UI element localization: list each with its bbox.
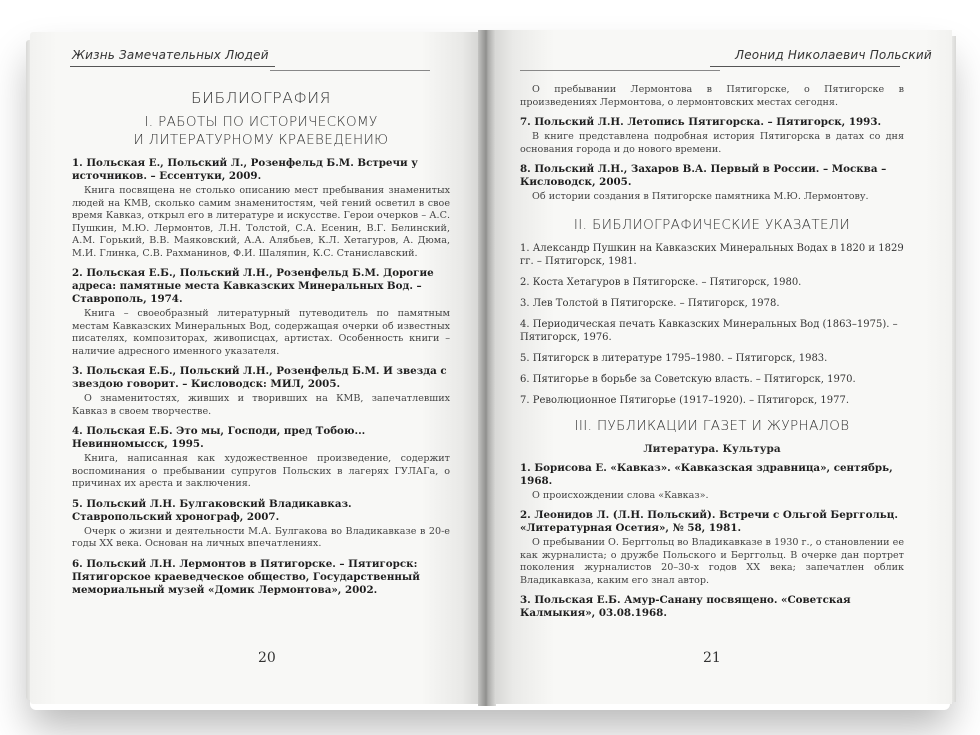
bibliography-entry [72, 267, 450, 358]
entry-title: 7. Польский Л.Н. Летопись Пятигорска. – Пятигорск, 1993. [520, 116, 882, 128]
publication-entry [520, 594, 904, 620]
entry-title: 5. Польский Л.Н. Булгаковский Владикавказ. Ставропольский хронограф, 2007. [72, 497, 352, 523]
section-2-heading: II. БИБЛИОГРАФИЧЕСКИЕ УКАЗАТЕЛИ [573, 216, 851, 233]
bibliography-list-item: 2. Коста Хетагуров в Пятигорске. – Пятигорск, 1980. [520, 276, 802, 288]
right-header-rule-secondary [520, 70, 720, 71]
entry-title: 1. Борисова Е. «Кавказ». «Кавказская здравница», сентябрь, 1968. [520, 461, 893, 487]
entry-title: 2. Леонидов Л. (Л.Н. Польский). Встречи с Ольгой Берггольц. «Литературная Осетия», № 58, 1981. [520, 509, 898, 534]
bibliography-entry [72, 365, 450, 418]
entry-description: Об истории создания в Пятигорске памятника М.Ю. Лермонтову. [532, 191, 869, 202]
entry-description: О происхождении слова «Кавказ». [532, 489, 709, 501]
left-running-head: Жизнь Замечательных Людей [72, 48, 269, 62]
entry-description: Книга посвящена не столько описанию мест пребывания знаменитых людей на КМВ, сколько самим знаменитостям, чей гений осветил в свое время Кавказ, открыл его в литературе и искусстве. Герои очерков – А.С. Пушкин, М.Ю. Лермонтов, Л.Н. Толстой, С.А. Есенин, В.Г. Белинский, А.М. Горький, В.В. Маяковский, А.А. Алябьев, К.Л. Хетагуров, А. Дюма, М.И. Глинка, С.В. Рахманинов, Ф.И. Шаляпин, К.С. Станиславский. [72, 185, 450, 259]
left-header-rule [70, 66, 275, 67]
section-1-line-1: I. РАБОТЫ ПО ИСТОРИЧЕСКОМУ [144, 114, 378, 130]
publication-entry [520, 509, 904, 587]
bibliography-list-item: 1. Александр Пушкин на Кавказских Минеральных Водах в 1820 и 1829 гг. – Пятигорск, 1981. [520, 242, 904, 267]
bibliography-entry [72, 425, 450, 491]
continued-description: О пребывании Лермонтова в Пятигорске, о Пятигорске в произведениях Лермонтова, о лермонтовских местах сегодня. [520, 84, 904, 108]
section-1-heading [72, 113, 450, 149]
entry-title: 2. Польская Е.Б., Польский Л.Н., Розенфельд Б.М. Дорогие адреса: памятные места Кавказских Минеральных Вод. – Ставрополь, 1974. [72, 267, 434, 305]
entry-title: 3. Польская Е.Б. Амур-Санану посвящено. «Советская Калмыкия», 03.08.1968. [520, 594, 851, 619]
bibliography-list-item: 3. Лев Толстой в Пятигорске. – Пятигорск, 1978. [520, 297, 780, 309]
entry-title: 6. Польский Л.Н. Лермонтов в Пятигорске. – Пятигорск: Пятигорское краеведческое общество, Государственный мемориальный музей «Домик Лермонтова», 2002. [72, 557, 420, 596]
right-header-rule [710, 66, 900, 67]
bibliography-list-item: 6. Пятигорье в борьбе за Советскую власть. – Пятигорск, 1970. [520, 373, 856, 385]
subsection-heading: Литература. Культура [643, 442, 781, 455]
bibliography-heading: БИБЛИОГРАФИЯ [190, 89, 332, 107]
publication-entry [520, 462, 904, 503]
bibliography-entry [520, 116, 904, 156]
entry-description: О пребывании О. Берггольц во Владикавказе в 1930 г., о становлении ее как журналиста; о дружбе Польского и Берггольц. В очерке дан портрет поколения журналистов 20–30-х годов XX века; запечатлен облик Владикавказа, каким его знал автор. [520, 537, 904, 586]
right-page-number: 21 [703, 650, 721, 666]
right-running-head: Леонид Николаевич Польский [735, 48, 932, 62]
entry-title: 4. Польская Е.Б. Это мы, Господи, пред Тобою... Невинномысск, 1995. [72, 425, 366, 450]
entry-title: 1. Польская Е., Польский Л., Розенфельд Б.М. Встречи у источников. – Ессентуки, 2009. [72, 157, 418, 182]
section-1-line-2: И ЛИТЕРАТУРНОМУ КРАЕВЕДЕНИЮ [133, 132, 389, 148]
bibliography-entry [72, 157, 450, 260]
left-page-number: 20 [258, 650, 276, 666]
bibliography-list-item: 5. Пятигорск в литературе 1795–1980. – Пятигорск, 1983. [520, 352, 828, 364]
bibliography-entry [72, 558, 450, 597]
section-3-heading: III. ПУБЛИКАЦИИ ГАЗЕТ И ЖУРНАЛОВ [574, 417, 850, 434]
book-gutter [478, 30, 496, 706]
entry-description: Очерк о жизни и деятельности М.А. Булгакова во Владикавказе в 20-е годы XX века. Основан на личных впечатлениях. [72, 525, 450, 549]
bibliography-list-item: 4. Периодическая печать Кавказских Минеральных Вод (1863–1975). – Пятигорск, 1976. [520, 318, 898, 343]
entry-description: Книга, написанная как художественное произведение, содержит воспоминания о пребывании супругов Польских в лагерях ГУЛАГа, о причинах их ареста и заключения. [72, 453, 450, 489]
entry-title: 8. Польский Л.Н., Захаров В.А. Первый в России. – Москва – Кисловодск, 2005. [520, 163, 887, 188]
left-page-content [72, 89, 450, 604]
left-header-rule-secondary [270, 70, 430, 71]
entry-description: Книга – своеобразный литературный путеводитель по памятным местам Кавказских Минеральных Вод, содержащая очерки об известных писателях, композиторах, живописцах, артистах. Особенность книги – наличие адресного именного указателя. [72, 308, 450, 357]
entry-title: 3. Польская Е.Б., Польский Л.Н., Розенфельд Б.М. И звезда с звездою говорит. – Кисловодск: МИЛ, 2005. [72, 365, 447, 390]
bibliography-entry [520, 163, 904, 204]
entry-description: О знаменитостях, живших и творивших на КМВ, запечатлевших Кавказ в своем творчестве. [72, 393, 450, 417]
bibliography-list-item: 7. Революционное Пятигорье (1917–1920). – Пятигорск, 1977. [520, 394, 850, 406]
entry-description: В книге представлена подробная история Пятигорска в датах со дня основания города и до нового времени. [520, 131, 904, 155]
right-page-content [520, 84, 904, 627]
bibliography-entry [72, 498, 450, 551]
